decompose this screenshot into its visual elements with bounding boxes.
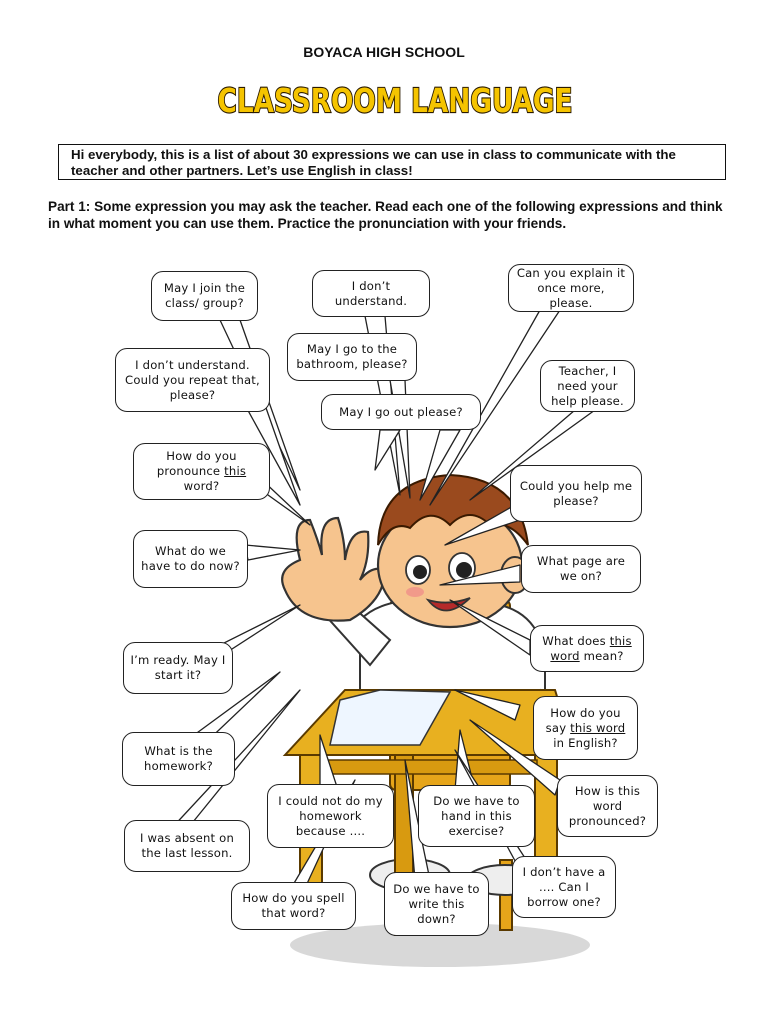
- bubble-absent: I was absent on the last lesson.: [124, 820, 250, 872]
- school-name: BOYACA HIGH SCHOOL: [303, 44, 465, 60]
- bubble-need-help: Teacher, I need your help please.: [540, 360, 635, 412]
- bubble-meaning: What does this word mean?: [530, 625, 644, 672]
- bubble-what-page: What page are we on?: [521, 545, 641, 593]
- bubble-pronounce-this-word: How do you pronounce this word?: [133, 443, 270, 500]
- bubble-homework: What is the homework?: [122, 732, 235, 786]
- bubble-join-class: May I join the class/ group?: [151, 271, 258, 321]
- bubble-write-down: Do we have to write this down?: [384, 872, 489, 936]
- intro-text: Hi everybody, this is a list of about 30 expressions we can use in class to communicate with the teacher and other partners. Let’s use English in class!: [71, 147, 676, 178]
- bubble-hand-in: Do we have to hand in this exercise?: [418, 785, 535, 847]
- bubble-say-in-english: How do you say this word in English?: [533, 696, 638, 760]
- bubble-bathroom: May I go to the bathroom, please?: [287, 333, 417, 381]
- bubble-go-out: May I go out please?: [321, 394, 481, 430]
- bubble-dont-understand: I don’t understand.: [312, 270, 430, 317]
- bubble-explain-again: Can you explain it once more, please.: [508, 264, 634, 312]
- title-text: CLASSROOM LANGUAGE: [217, 81, 573, 120]
- bubble-dont-have: I don’t have a .... Can I borrow one?: [512, 856, 616, 918]
- bubble-spell: How do you spell that word?: [231, 882, 356, 930]
- bubble-have-to-do: What do we have to do now?: [133, 530, 248, 588]
- bubble-ready: I’m ready. May I start it?: [123, 642, 233, 694]
- part1-instructions: Part 1: Some expression you may ask the teacher. Read each one of the following expressions and think in what moment you can use them. Practice the pronunciation with your friends.: [48, 199, 723, 231]
- bubble-dont-understand-repeat: I don’t understand. Could you repeat that, please?: [115, 348, 270, 412]
- bubble-help-me: Could you help me please?: [510, 465, 642, 522]
- bubble-could-not-do-homework: I could not do my homework because ....: [267, 784, 394, 848]
- bubble-pronounced: How is this word pronounced?: [557, 775, 658, 837]
